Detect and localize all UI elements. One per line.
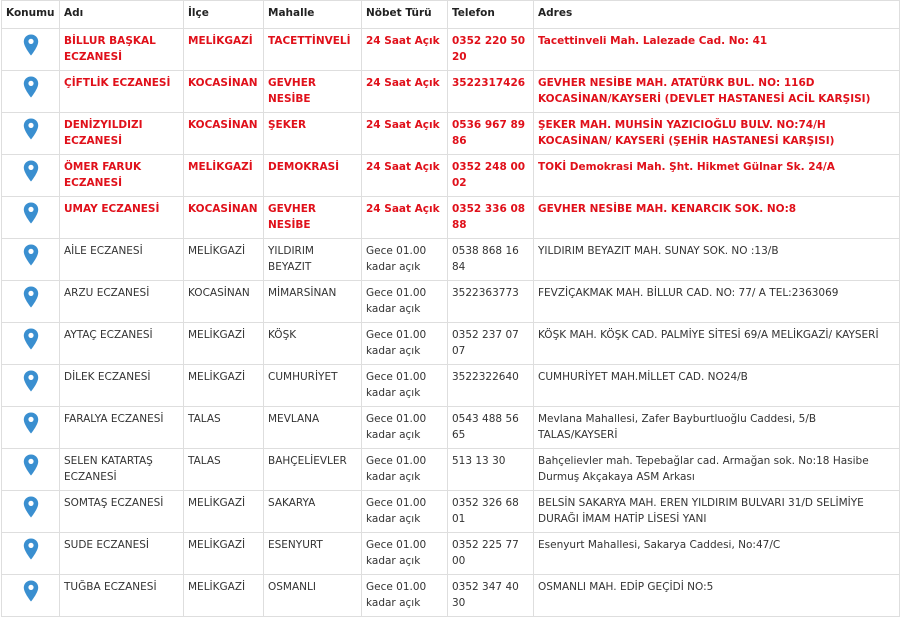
map-pin-icon[interactable] — [23, 118, 39, 140]
table-row — [2, 575, 900, 617]
pharmacy-name-cell: ÖMER FARUK ECZANESİ — [60, 155, 184, 197]
location-cell — [2, 239, 60, 281]
duty-type-cell: Gece 01.00 kadar açık — [362, 575, 448, 617]
duty-type-cell: 24 Saat Açık — [362, 197, 448, 239]
duty-type-cell: Gece 01.00 kadar açık — [362, 239, 448, 281]
location-cell — [2, 197, 60, 239]
address-cell: GEVHER NESİBE MAH. ATATÜRK BUL. NO: 116D KOCASİNAN/KAYSERİ (DEVLET HASTANESİ ACİL KARŞISI) — [534, 71, 900, 113]
district-cell: KOCASİNAN — [184, 113, 264, 155]
address-cell: ŞEKER MAH. MUHSİN YAZICIOĞLU BULV. NO:74/H KOCASİNAN/ KAYSERİ (ŞEHİR HASTANESİ KARŞISI) — [534, 113, 900, 155]
phone-cell: 0352 347 40 30 — [448, 575, 534, 617]
phone-cell: 3522317426 — [448, 71, 534, 113]
table-header-row — [2, 1, 900, 29]
pharmacy-name-cell: DİLEK ECZANESİ — [60, 365, 184, 407]
neighborhood-cell: MEVLANA — [264, 407, 362, 449]
pharmacy-name-cell: AİLE ECZANESİ — [60, 239, 184, 281]
duty-type-cell: Gece 01.00 kadar açık — [362, 323, 448, 365]
column-header-duty-type: Nöbet Türü — [362, 1, 448, 29]
neighborhood-cell: YILDIRIM BEYAZIT — [264, 239, 362, 281]
table-body — [2, 29, 900, 617]
map-pin-icon[interactable] — [23, 160, 39, 182]
neighborhood-cell: SAKARYA — [264, 491, 362, 533]
phone-cell: 0352 336 08 88 — [448, 197, 534, 239]
duty-type-cell: Gece 01.00 kadar açık — [362, 407, 448, 449]
duty-type-cell: Gece 01.00 kadar açık — [362, 533, 448, 575]
phone-cell: 3522322640 — [448, 365, 534, 407]
pharmacy-name-cell: UMAY ECZANESİ — [60, 197, 184, 239]
column-header-name: Adı — [60, 1, 184, 29]
neighborhood-cell: MİMARSİNAN — [264, 281, 362, 323]
column-header-phone: Telefon — [448, 1, 534, 29]
duty-type-cell: Gece 01.00 kadar açık — [362, 449, 448, 491]
location-cell — [2, 29, 60, 71]
district-cell: TALAS — [184, 407, 264, 449]
column-header-district: İlçe — [184, 1, 264, 29]
address-cell: GEVHER NESİBE MAH. KENARCIK SOK. NO:8 — [534, 197, 900, 239]
location-cell — [2, 449, 60, 491]
table-row — [2, 281, 900, 323]
map-pin-icon[interactable] — [23, 34, 39, 56]
column-header-location: Konumu — [2, 1, 60, 29]
district-cell: MELİKGAZİ — [184, 491, 264, 533]
table-row — [2, 533, 900, 575]
address-cell: Tacettinveli Mah. Lalezade Cad. No: 41 — [534, 29, 900, 71]
map-pin-icon[interactable] — [23, 202, 39, 224]
location-cell — [2, 491, 60, 533]
district-cell: MELİKGAZİ — [184, 575, 264, 617]
address-cell: BELSİN SAKARYA MAH. EREN YILDIRIM BULVARI 31/D SELİMİYE DURAĞI İMAM HATİP LİSESİ YANI — [534, 491, 900, 533]
neighborhood-cell: DEMOKRASİ — [264, 155, 362, 197]
location-cell — [2, 365, 60, 407]
district-cell: MELİKGAZİ — [184, 29, 264, 71]
table-row — [2, 239, 900, 281]
phone-cell: 0543 488 56 65 — [448, 407, 534, 449]
map-pin-icon[interactable] — [23, 538, 39, 560]
duty-type-cell: Gece 01.00 kadar açık — [362, 365, 448, 407]
table-row — [2, 449, 900, 491]
duty-type-cell: 24 Saat Açık — [362, 113, 448, 155]
address-cell: TOKİ Demokrasi Mah. Şht. Hikmet Gülnar Sk. 24/A — [534, 155, 900, 197]
address-cell: FEVZİÇAKMAK MAH. BİLLUR CAD. NO: 77/ A TEL:2363069 — [534, 281, 900, 323]
location-cell — [2, 533, 60, 575]
table-row — [2, 113, 900, 155]
phone-cell: 0352 237 07 07 — [448, 323, 534, 365]
table-row — [2, 155, 900, 197]
district-cell: MELİKGAZİ — [184, 365, 264, 407]
district-cell: TALAS — [184, 449, 264, 491]
phone-cell: 513 13 30 — [448, 449, 534, 491]
table-row — [2, 197, 900, 239]
neighborhood-cell: CUMHURİYET — [264, 365, 362, 407]
map-pin-icon[interactable] — [23, 454, 39, 476]
address-cell: YILDIRIM BEYAZIT MAH. SUNAY SOK. NO :13/B — [534, 239, 900, 281]
district-cell: MELİKGAZİ — [184, 323, 264, 365]
pharmacy-name-cell: FARALYA ECZANESİ — [60, 407, 184, 449]
location-cell — [2, 71, 60, 113]
location-cell — [2, 155, 60, 197]
table-row — [2, 365, 900, 407]
district-cell: KOCASİNAN — [184, 281, 264, 323]
location-cell — [2, 323, 60, 365]
address-cell: Bahçelievler mah. Tepebağlar cad. Armağan sok. No:18 Hasibe Durmuş Akçakaya ASM Arkası — [534, 449, 900, 491]
address-cell: OSMANLI MAH. EDİP GEÇİDİ NO:5 — [534, 575, 900, 617]
neighborhood-cell: OSMANLI — [264, 575, 362, 617]
pharmacy-name-cell: DENİZYILDIZI ECZANESİ — [60, 113, 184, 155]
address-cell: Mevlana Mahallesi, Zafer Bayburtluoğlu Caddesi, 5/B TALAS/KAYSERİ — [534, 407, 900, 449]
location-cell — [2, 575, 60, 617]
neighborhood-cell: TACETTİNVELİ — [264, 29, 362, 71]
neighborhood-cell: KÖŞK — [264, 323, 362, 365]
pharmacy-name-cell: ARZU ECZANESİ — [60, 281, 184, 323]
column-header-neighborhood: Mahalle — [264, 1, 362, 29]
phone-cell: 0536 967 89 86 — [448, 113, 534, 155]
pharmacy-name-cell: ÇİFTLİK ECZANESİ — [60, 71, 184, 113]
pharmacy-table — [1, 0, 900, 617]
location-cell — [2, 113, 60, 155]
neighborhood-cell: BAHÇELİEVLER — [264, 449, 362, 491]
pharmacy-name-cell: SUDE ECZANESİ — [60, 533, 184, 575]
duty-type-cell: 24 Saat Açık — [362, 29, 448, 71]
pharmacy-name-cell: SELEN KATARTAŞ ECZANESİ — [60, 449, 184, 491]
map-pin-icon[interactable] — [23, 244, 39, 266]
neighborhood-cell: GEVHER NESİBE — [264, 71, 362, 113]
table-row — [2, 407, 900, 449]
table-row — [2, 71, 900, 113]
pharmacy-name-cell: AYTAÇ ECZANESİ — [60, 323, 184, 365]
district-cell: KOCASİNAN — [184, 197, 264, 239]
duty-type-cell: 24 Saat Açık — [362, 71, 448, 113]
location-cell — [2, 407, 60, 449]
location-cell — [2, 281, 60, 323]
phone-cell: 3522363773 — [448, 281, 534, 323]
duty-type-cell: Gece 01.00 kadar açık — [362, 491, 448, 533]
address-cell: Esenyurt Mahallesi, Sakarya Caddesi, No:47/C — [534, 533, 900, 575]
district-cell: KOCASİNAN — [184, 71, 264, 113]
phone-cell: 0538 868 16 84 — [448, 239, 534, 281]
phone-cell: 0352 248 00 02 — [448, 155, 534, 197]
map-pin-icon[interactable] — [23, 328, 39, 350]
map-pin-icon[interactable] — [23, 412, 39, 434]
neighborhood-cell: ŞEKER — [264, 113, 362, 155]
table-row — [2, 323, 900, 365]
address-cell: KÖŞK MAH. KÖŞK CAD. PALMİYE SİTESİ 69/A MELİKGAZİ/ KAYSERİ — [534, 323, 900, 365]
map-pin-icon[interactable] — [23, 496, 39, 518]
map-pin-icon[interactable] — [23, 580, 39, 602]
duty-type-cell: Gece 01.00 kadar açık — [362, 281, 448, 323]
table-row — [2, 491, 900, 533]
address-cell: CUMHURİYET MAH.MİLLET CAD. NO24/B — [534, 365, 900, 407]
phone-cell: 0352 225 77 00 — [448, 533, 534, 575]
column-header-address: Adres — [534, 1, 900, 29]
map-pin-icon[interactable] — [23, 370, 39, 392]
district-cell: MELİKGAZİ — [184, 155, 264, 197]
pharmacy-name-cell: TUĞBA ECZANESİ — [60, 575, 184, 617]
map-pin-icon[interactable] — [23, 286, 39, 308]
neighborhood-cell: ESENYURT — [264, 533, 362, 575]
pharmacy-name-cell: BİLLUR BAŞKAL ECZANESİ — [60, 29, 184, 71]
district-cell: MELİKGAZİ — [184, 533, 264, 575]
district-cell: MELİKGAZİ — [184, 239, 264, 281]
table-row — [2, 29, 900, 71]
neighborhood-cell: GEVHER NESİBE — [264, 197, 362, 239]
map-pin-icon[interactable] — [23, 76, 39, 98]
phone-cell: 0352 326 68 01 — [448, 491, 534, 533]
pharmacy-name-cell: SOMTAŞ ECZANESİ — [60, 491, 184, 533]
phone-cell: 0352 220 50 20 — [448, 29, 534, 71]
duty-type-cell: 24 Saat Açık — [362, 155, 448, 197]
